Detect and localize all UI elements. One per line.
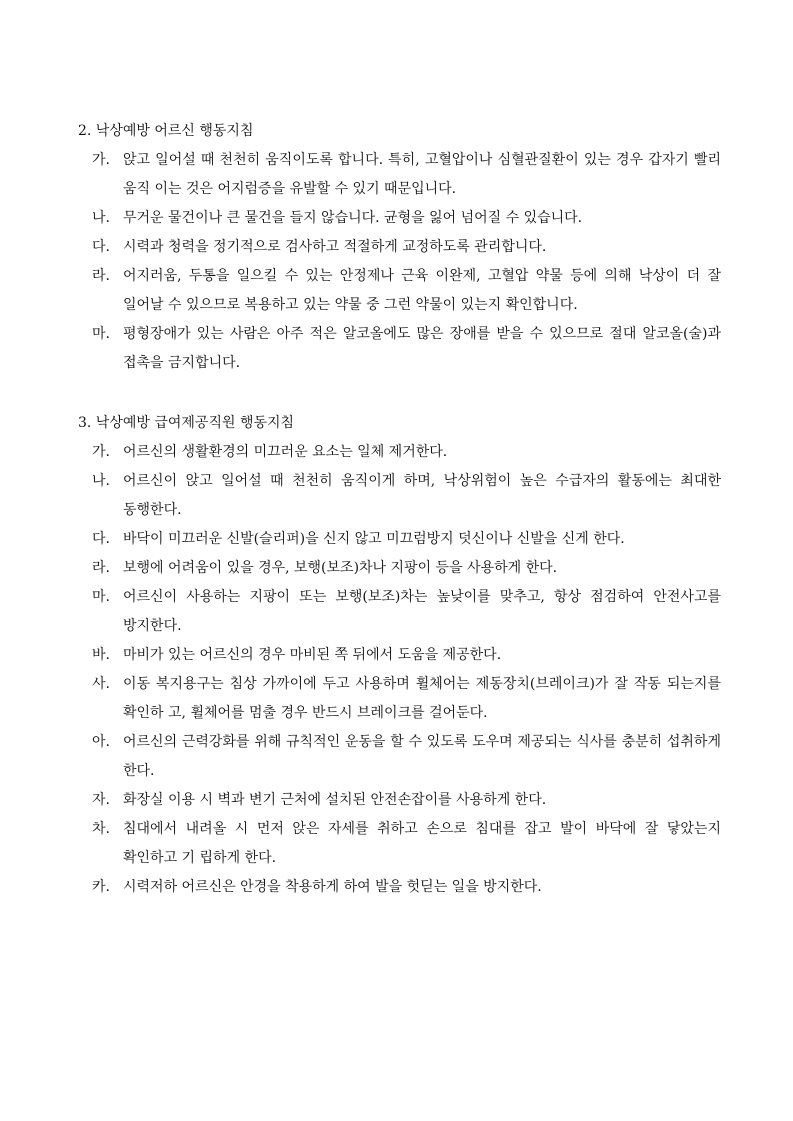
list-item (78, 786, 721, 815)
item-text: 바닥이 미끄러운 신발(슬리퍼)을 신지 않고 미끄럼방지 덧신이나 신발을 신게 한다. (123, 531, 625, 547)
item-marker: 카. (92, 879, 110, 895)
list-item (78, 554, 721, 583)
item-text: 보행에 어려움이 있을 경우, 보행(보조)차나 지팡이 등을 사용하게 한다. (123, 560, 558, 576)
item-text: 침대에서 내려올 시 먼저 앉은 자세를 취하고 손으로 침대를 잡고 발이 바닥에 잘 닿았는지 확인하고 기 립하게 한다. (123, 821, 721, 866)
list-item (78, 467, 721, 525)
list-item (78, 728, 721, 786)
item-marker: 나. (92, 210, 110, 226)
item-marker: 가. (92, 444, 110, 460)
list-item (78, 815, 721, 873)
item-text: 무거운 물건이나 큰 물건을 들지 않습니다. 균형을 잃어 넘어질 수 있습니다. (123, 210, 583, 226)
item-text: 어지러움, 두통을 일으킬 수 있는 안정제나 근육 이완제, 고혈압 약물 등에 의해 낙상이 더 잘 일어날 수 있으므로 복용하고 있는 약물 중 그런 약물이 있는지 확인합니다. (123, 268, 721, 313)
item-text: 앉고 일어설 때 천천히 움직이도록 합니다. 특히, 고혈압이나 심혈관질환이 있는 경우 갑자기 빨리 움직 이는 것은 어지럼증을 유발할 수 있기 때문입니다. (123, 152, 721, 197)
guideline-list (78, 438, 721, 902)
list-item (78, 583, 721, 641)
item-marker: 차. (92, 821, 110, 837)
item-marker: 다. (92, 531, 110, 547)
list-item (78, 146, 721, 204)
item-text: 어르신의 생활환경의 미끄러운 요소는 일체 제거한다. (123, 444, 448, 460)
section-elderly-guidelines (78, 117, 721, 378)
list-item (78, 320, 721, 378)
list-item (78, 262, 721, 320)
list-item (78, 204, 721, 233)
list-item (78, 641, 721, 670)
list-item (78, 233, 721, 262)
item-marker: 마. (92, 326, 110, 342)
item-text: 이동 복지용구는 침상 가까이에 두고 사용하며 휠체어는 제동장치(브레이크)가 잘 작동 되는지를 확인하 고, 휠체어를 멈출 경우 반드시 브레이크를 걸어둔다. (123, 676, 721, 721)
section-title: 3. 낙상예방 급여제공직원 행동지침 (78, 415, 295, 431)
item-text: 평형장애가 있는 사람은 아주 적은 알코올에도 많은 장애를 받을 수 있으므로 절대 알코올(술)과 접촉을 금지합니다. (123, 326, 721, 371)
item-marker: 가. (92, 152, 110, 168)
item-marker: 사. (92, 676, 110, 692)
item-marker: 다. (92, 239, 110, 255)
item-text: 시력과 청력을 정기적으로 검사하고 적절하게 교정하도록 관리합니다. (123, 239, 547, 255)
item-text: 시력저하 어르신은 안경을 착용하게 하여 발을 헛딛는 일을 방지한다. (123, 879, 542, 895)
guideline-list (78, 146, 721, 378)
list-item (78, 525, 721, 554)
item-text: 어르신의 근력강화를 위해 규칙적인 운동을 할 수 있도록 도우며 제공되는 식사를 충분히 섭취하게 한다. (123, 734, 721, 779)
item-marker: 마. (92, 589, 110, 605)
item-marker: 나. (92, 473, 110, 489)
item-marker: 라. (92, 268, 110, 284)
section-staff-guidelines (78, 409, 721, 902)
item-text: 화장실 이용 시 벽과 변기 근처에 설치된 안전손잡이를 사용하게 한다. (123, 792, 547, 808)
item-text: 어르신이 사용하는 지팡이 또는 보행(보조)차는 높낮이를 맞추고, 항상 점검하여 안전사고를 방지한다. (123, 589, 721, 634)
item-marker: 바. (92, 647, 110, 663)
list-item (78, 670, 721, 728)
item-marker: 자. (92, 792, 110, 808)
item-text: 마비가 있는 어르신의 경우 마비된 쪽 뒤에서 도움을 제공한다. (123, 647, 502, 663)
item-text: 어르신이 앉고 일어설 때 천천히 움직이게 하며, 낙상위험이 높은 수급자의 활동에는 최대한 동행한다. (123, 473, 721, 518)
item-marker: 아. (92, 734, 110, 750)
list-item (78, 438, 721, 467)
list-item (78, 873, 721, 902)
item-marker: 라. (92, 560, 110, 576)
section-title: 2. 낙상예방 어르신 행동지침 (78, 123, 254, 139)
